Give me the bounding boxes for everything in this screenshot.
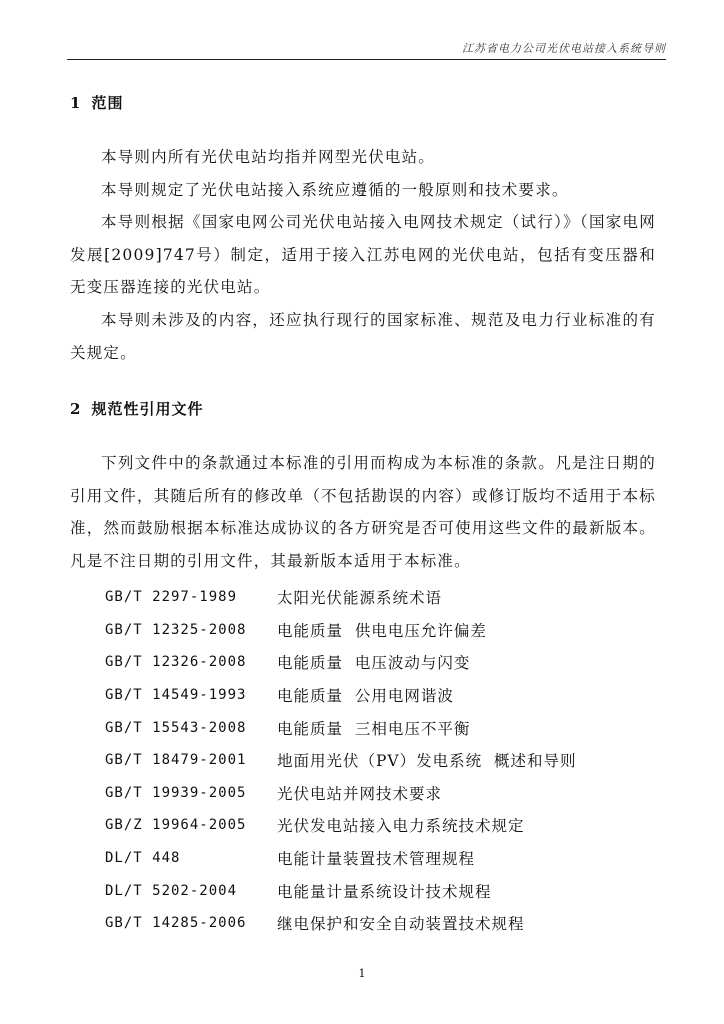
section-1-title: 范围 bbox=[91, 94, 124, 112]
reference-row bbox=[105, 646, 665, 679]
reference-code: GB/T 19939-2005 bbox=[105, 784, 247, 801]
reference-code: GB/T 14549-1993 bbox=[105, 687, 247, 704]
reference-row bbox=[105, 809, 665, 842]
section-1-paragraph-1: 本导则内所有光伏电站均指并网型光伏电站。 bbox=[101, 148, 436, 166]
reference-code: GB/T 12325-2008 bbox=[105, 621, 247, 638]
reference-row bbox=[105, 777, 665, 810]
reference-title: 光伏电站并网技术要求 bbox=[277, 784, 443, 803]
section-1-paragraph-3: 本导则根据《国家电网公司光伏电站接入电网技术规定（试行）》（国家电网发展[2009]747号）制定，适用于接入江苏电网的光伏电站，包括有变压器和无变压器连接的光伏电站。 bbox=[70, 213, 656, 296]
reference-row bbox=[105, 874, 665, 907]
reference-row bbox=[105, 842, 665, 875]
reference-row bbox=[105, 614, 665, 647]
section-1-number: 1 bbox=[70, 94, 82, 112]
reference-code: GB/T 2297-1989 bbox=[105, 589, 238, 606]
header-divider bbox=[67, 59, 666, 60]
reference-list bbox=[105, 581, 665, 940]
reference-title: 继电保护和安全自动装置技术规程 bbox=[277, 915, 525, 934]
reference-title: 太阳光伏能源系统术语 bbox=[277, 589, 443, 608]
section-1-heading bbox=[70, 92, 123, 113]
section-2-intro: 下列文件中的条款通过本标准的引用而构成为本标准的条款。凡是注日期的引用文件，其随后所有的修改单（不包括勘误的内容）或修订版均不适用于本标准，然而鼓励根据本标准达成协议的各方研究是否可使用这些文件的最新版本。凡是不注日期的引用文件，其最新版本适用于本标准。 bbox=[70, 454, 656, 570]
section-2-title: 规范性引用文件 bbox=[91, 400, 204, 418]
reference-code: GB/T 14285-2006 bbox=[105, 915, 247, 932]
reference-row bbox=[105, 581, 665, 614]
reference-code: DL/T 448 bbox=[105, 850, 181, 867]
reference-row bbox=[105, 907, 665, 940]
section-1-paragraph-4: 本导则未涉及的内容，还应执行现行的国家标准、规范及电力行业标准的有关规定。 bbox=[70, 311, 656, 362]
reference-code: DL/T 5202-2004 bbox=[105, 882, 238, 899]
reference-title: 地面用光伏（PV）发电系统 概述和导则 bbox=[277, 752, 577, 771]
reference-title: 电能质量 电压波动与闪变 bbox=[277, 654, 471, 673]
reference-title: 光伏发电站接入电力系统技术规定 bbox=[277, 817, 525, 836]
reference-row bbox=[105, 679, 665, 712]
reference-title: 电能质量 三相电压不平衡 bbox=[277, 719, 471, 738]
reference-code: GB/T 12326-2008 bbox=[105, 654, 247, 671]
reference-code: GB/Z 19964-2005 bbox=[105, 817, 247, 834]
reference-code: GB/T 15543-2008 bbox=[105, 719, 247, 736]
section-2-number: 2 bbox=[70, 400, 82, 418]
page-number: 1 bbox=[358, 967, 366, 980]
reference-row bbox=[105, 711, 665, 744]
reference-title: 电能量计量系统设计技术规程 bbox=[277, 882, 492, 901]
running-header: 江苏省电力公司光伏电站接入系统导则 bbox=[462, 42, 666, 55]
section-2-heading bbox=[70, 398, 203, 419]
reference-row bbox=[105, 744, 665, 777]
reference-title: 电能质量 供电电压允许偏差 bbox=[277, 621, 487, 640]
reference-title: 电能质量 公用电网谐波 bbox=[277, 687, 454, 706]
reference-title: 电能计量装置技术管理规程 bbox=[277, 850, 476, 869]
section-1-paragraph-2: 本导则规定了光伏电站接入系统应遵循的一般原则和技术要求。 bbox=[101, 181, 569, 199]
reference-code: GB/T 18479-2001 bbox=[105, 752, 247, 769]
